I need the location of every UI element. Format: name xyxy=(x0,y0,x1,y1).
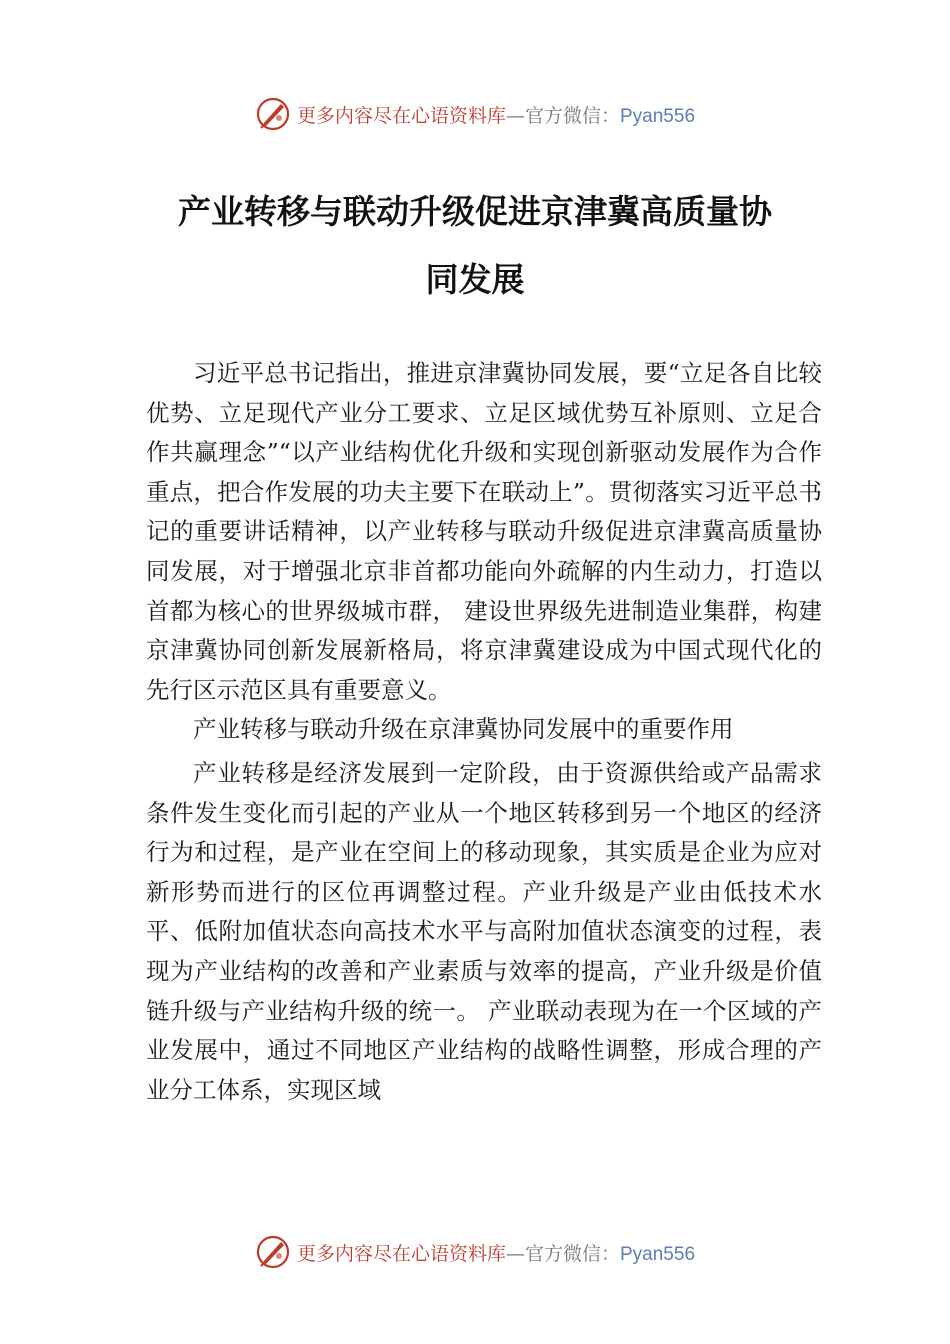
section-heading: 产业转移与联动升级在京津冀协同发展中的重要作用 xyxy=(193,715,734,744)
banner-site-text: 更多内容尽在心语资料库 xyxy=(296,1242,506,1265)
quill-logo-icon xyxy=(255,1234,291,1270)
banner-official-label: 官方微信： xyxy=(524,1242,620,1265)
document-title-line-2: 同发展 xyxy=(425,260,525,299)
document-body xyxy=(146,354,822,1110)
document-title-line-1: 产业转移与联动升级促进京津冀高质量协 xyxy=(178,192,772,231)
paragraph-industry-transfer: 产业转移是经济发展到一定阶段，由于资源供给或产品需求条件发生变化而引起的产业从一个地区转移到另一个地区的经济行为和过程，是产业在空间上的移动现象，其实质是企业为应对新形势而进行的区位再调整过程。产业升级是产业由低技术水平、低附加值状态向高技术水平与高附加值状态演变的过程，表现为产业结构的改善和产业素质与效率的提高，产业升级是价值链升级与产业结构升级的统一。 产业联动表现为在一个区域的产业发展中，通过不同地区产业结构的战略性调整，形成合理的产业分工体系，实现区域 xyxy=(146,758,822,1104)
paragraph-intro: 习近平总书记指出，推进京津冀协同发展，要“立足各自比较优势、立足现代产业分工要求、立足区域优势互补原则、立足合作共赢理念”“以产业结构优化升级和实现创新驱动发展作为合作重点，把合作发展的功夫主要下在联动上”。贯彻落实习近平总书记的重要讲话精神，以产业转移与联动升级促进京津冀高质量协同发展，对于增强北京非首都功能向外疏解的内生动力，打造以首都为核心的世界级城市群， 建设世界级先进制造业集群，构建京津冀协同创新发展新格局，将京津冀建设成为中国式现代化的先行区示范区具有重要意义。 xyxy=(146,359,822,704)
banner-official-label: 官方微信： xyxy=(524,104,620,127)
banner-separator: — xyxy=(505,1242,525,1265)
banner-wechat-id: Pyan556 xyxy=(620,105,696,127)
banner-site-text: 更多内容尽在心语资料库 xyxy=(296,104,506,127)
banner-separator: — xyxy=(505,104,525,127)
top-banner xyxy=(0,92,950,136)
quill-logo-icon xyxy=(255,96,291,132)
bottom-banner xyxy=(0,1230,950,1274)
banner-wechat-id: Pyan556 xyxy=(620,1243,696,1265)
